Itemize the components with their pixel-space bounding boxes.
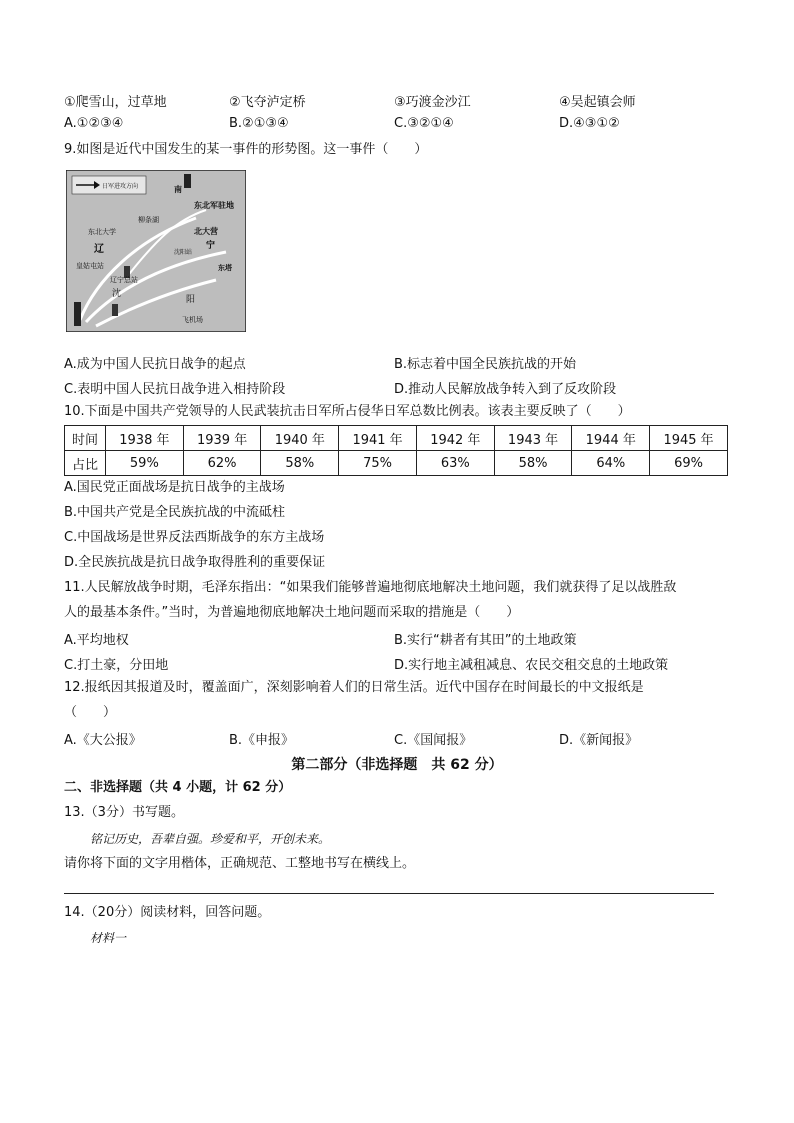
q8-items	[64, 91, 724, 110]
q13-answer-line[interactable]	[64, 893, 714, 894]
q12-option-c[interactable]: C.《国闻报》	[394, 733, 473, 748]
map-label: 皇姑屯站	[76, 262, 104, 270]
table-row	[65, 451, 728, 476]
q12-option-a[interactable]: A.《大公报》	[64, 733, 142, 748]
table-cell: 58%	[494, 451, 572, 476]
table-cell: 1939 年	[183, 426, 261, 451]
table-cell: 63%	[416, 451, 494, 476]
q11-option-a[interactable]: A.平均地权	[64, 633, 129, 648]
table-cell: 58%	[261, 451, 339, 476]
q9-option-d[interactable]: D.推动人民解放战争转入到了反攻阶段	[394, 382, 617, 397]
ratio-table	[64, 425, 728, 476]
map-label: 沈阳站	[174, 249, 193, 256]
table-header: 时间	[65, 426, 106, 451]
q8-item: ①爬雪山，过草地	[64, 95, 167, 110]
table-cell: 1940 年	[261, 426, 339, 451]
map-label: 柳条湖	[138, 216, 159, 224]
q10-option-b[interactable]: B.中国共产党是全民族抗战的中流砥柱	[64, 505, 286, 520]
q8-item: ③巧渡金沙江	[394, 95, 471, 110]
table-cell: 1945 年	[650, 426, 728, 451]
table-cell: 69%	[650, 451, 728, 476]
q11-stem-line1: 11.人民解放战争时期，毛泽东指出：“如果我们能够普遍地彻底地解决土地问题，我们就获得了足以战胜敌	[64, 580, 677, 595]
table-cell: 64%	[572, 451, 650, 476]
q13-model-text: 铭记历史，吾辈自强。珍爱和平，开创未来。	[90, 832, 331, 846]
q10-option-c[interactable]: C.中国战场是世界反法西斯战争的东方主战场	[64, 530, 325, 545]
q12-option-d[interactable]: D.《新闻报》	[559, 733, 639, 748]
q8-option-c[interactable]: C.③②①④	[394, 116, 454, 131]
map-label: 东塔	[218, 264, 232, 272]
map-label: 东北军驻地	[194, 201, 234, 210]
q8-option-d[interactable]: D.④③①②	[559, 116, 620, 131]
mukden-incident-map	[66, 170, 246, 332]
part2-title: 第二部分（非选择题 共 62 分）	[291, 757, 503, 773]
q9-option-a[interactable]: A.成为中国人民抗日战争的起点	[64, 357, 246, 372]
table-cell: 59%	[106, 451, 184, 476]
q9-option-c[interactable]: C.表明中国人民抗日战争进入相持阶段	[64, 382, 286, 397]
q9-stem: 9.如图是近代中国发生的某一事件的形势图。这一事件（ ）	[64, 142, 428, 157]
q14-stem: 14.（20分）阅读材料，回答问题。	[64, 905, 271, 920]
q8-option-b[interactable]: B.②①③④	[229, 116, 289, 131]
q10-stem: 10.下面是中国共产党领导的人民武装抗击日军所占侵华日军总数比例表。该表主要反映了（ ）	[64, 404, 631, 419]
table-cell: 75%	[339, 451, 417, 476]
q11-option-b[interactable]: B.实行“耕者有其田”的土地政策	[394, 633, 577, 648]
q9-options-row1	[64, 353, 724, 372]
q12-option-b[interactable]: B.《申报》	[229, 733, 295, 748]
table-cell: 1941 年	[339, 426, 417, 451]
q8-option-a[interactable]: A.①②③④	[64, 116, 124, 131]
map-label: 阳	[186, 295, 196, 305]
table-cell: 1943 年	[494, 426, 572, 451]
q8-options	[64, 116, 724, 131]
q11-options-row2	[64, 654, 724, 673]
map-label: 辽	[94, 244, 104, 255]
table-cell: 1938 年	[106, 426, 184, 451]
table-cell: 1942 年	[416, 426, 494, 451]
q8-item: ②飞夺泸定桥	[229, 95, 306, 110]
q12-stem-line1: 12.报纸因其报道及时，覆盖面广，深刻影响着人们的日常生活。近代中国存在时间最长的中文报纸是	[64, 680, 644, 695]
table-cell: 1944 年	[572, 426, 650, 451]
map-label: 辽宁总站	[110, 276, 138, 284]
map-label: 沈	[112, 289, 122, 299]
q11-option-d[interactable]: D.实行地主减租减息、农民交租交息的土地政策	[394, 658, 669, 673]
map-label: 南	[174, 185, 182, 194]
table-header: 占比	[65, 451, 106, 476]
q9-option-b[interactable]: B.标志着中国全民族抗战的开始	[394, 357, 577, 372]
map-legend: 日军进攻方向	[102, 183, 139, 190]
q12-stem-line2: （ ）	[64, 705, 117, 720]
q10-option-a[interactable]: A.国民党正面战场是抗日战争的主战场	[64, 480, 285, 495]
map-label: 东北大学	[88, 228, 116, 236]
q10-option-d[interactable]: D.全民族抗战是抗日战争取得胜利的重要保证	[64, 555, 326, 570]
table-cell: 62%	[183, 451, 261, 476]
table-row	[65, 426, 728, 451]
map-label: 宁	[206, 241, 216, 251]
q13-stem: 13.（3分）书写题。	[64, 805, 184, 820]
q11-option-c[interactable]: C.打土豪，分田地	[64, 658, 169, 673]
q11-stem-line2: 人的最基本条件。”当时，为普遍地彻底地解决土地问题而采取的措施是（ ）	[64, 605, 520, 620]
map-label: 北大营	[194, 227, 218, 236]
q13-instruction: 请你将下面的文字用楷体，正确规范、工整地书写在横线上。	[64, 856, 416, 871]
q14-material-label: 材料一	[90, 931, 127, 945]
q9-options-row2	[64, 378, 724, 397]
q12-options	[64, 729, 724, 748]
part2-subtitle: 二、非选择题（共 4 小题，计 62 分）	[64, 780, 292, 795]
q8-item: ④吴起镇会师	[559, 95, 636, 110]
map-label: 飞机场	[182, 316, 203, 324]
q11-options-row1	[64, 629, 724, 648]
